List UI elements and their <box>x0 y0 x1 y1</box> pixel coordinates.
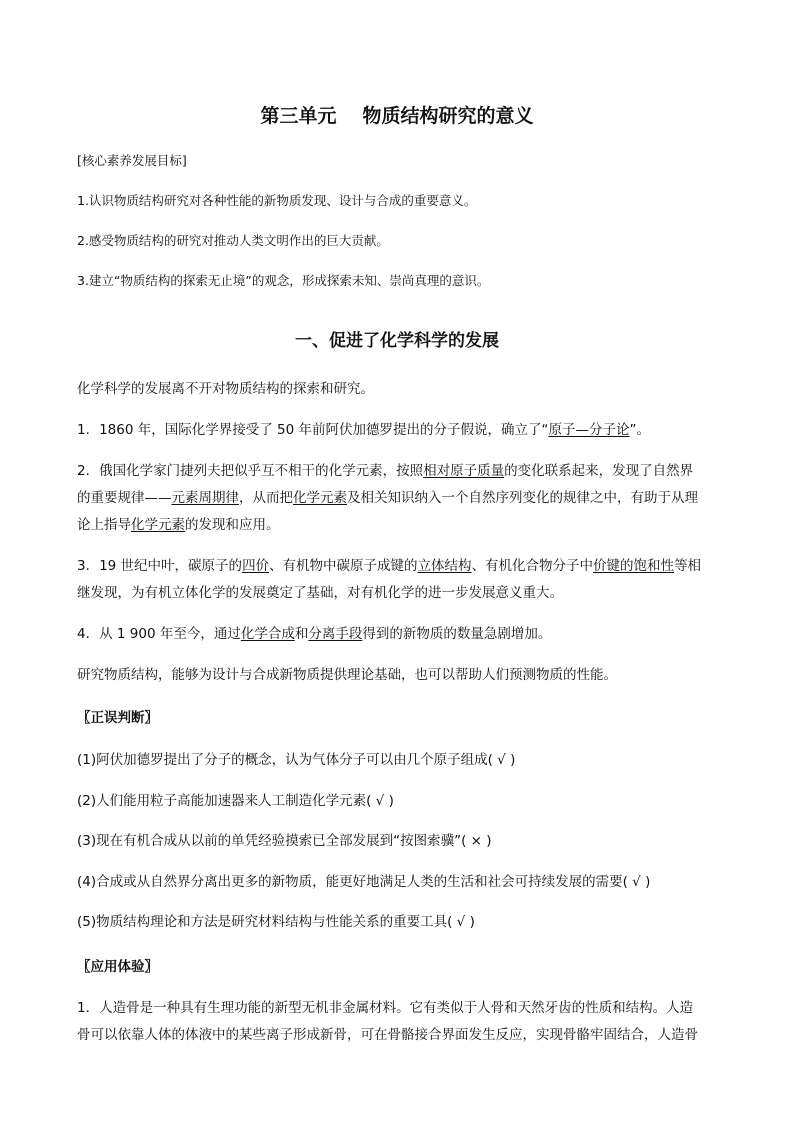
paragraph-3-line-1: 3．19 世纪中叶，碳原子的四价、有机物中碳原子成键的立体结构、有机化合物分子中价键的饱和性等相 <box>77 558 702 574</box>
judge-item-4: (4)合成或从自然界分离出更多的新物质，能更好地满足人类的生活和社会可持续发展的需要( √ ) <box>77 874 651 890</box>
goal-item-3: 3.建立“物质结构的探索无止境”的观念，形成探索未知、崇尚真理的意识。 <box>77 273 490 288</box>
judge-heading: 〖正误判断〗 <box>77 710 158 726</box>
apply-line-2: 骨可以依靠人体的体液中的某些离子形成新骨，可在骨骼接合界面发生反应，实现骨骼牢固结合，人造骨 <box>77 1027 698 1043</box>
page-title <box>0 104 794 128</box>
goals-heading: [核心素养发展目标] <box>77 153 187 168</box>
key-term: 原子—分子论 <box>548 422 630 438</box>
key-term: 化学元素 <box>293 490 347 506</box>
paragraph-1: 1．1860 年，国际化学界接受了 50 年前阿伏加德罗提出的分子假说，确立了“原子—分子论”。 <box>77 422 650 438</box>
goal-item-2: 2.感受物质结构的研究对推动人类文明作出的巨大贡献。 <box>77 233 389 248</box>
paragraph-2-line-1: 2．俄国化学家门捷列夫把似乎互不相干的化学元素，按照相对原子质量的变化联系起来，发现了自然界 <box>77 463 694 479</box>
key-term: 分离手段 <box>308 626 363 642</box>
paragraph-2-line-2: 的重要规律——元素周期律，从而把化学元素及相关知识纳入一个自然序列变化的规律之中，有助于从理 <box>77 490 698 506</box>
key-term: 化学合成 <box>240 626 295 642</box>
judge-item-5: (5)物质结构理论和方法是研究材料结构与性能关系的重要工具( √ ) <box>77 914 475 930</box>
key-term: 化学元素 <box>131 517 185 533</box>
apply-line-1: 1．人造骨是一种具有生理功能的新型无机非金属材料。它有类似于人骨和天然牙齿的性质和结构。人造 <box>77 1000 694 1016</box>
judge-item-2: (2)人们能用粒子高能加速器来人工制造化学元素( √ ) <box>77 793 394 809</box>
goal-item-1: 1.认识物质结构研究对各种性能的新物质发现、设计与合成的重要意义。 <box>77 193 477 208</box>
section-title: 一、促进了化学科学的发展 <box>295 331 499 351</box>
title-unit: 第三单元 <box>260 105 337 127</box>
key-term: 相对原子质量 <box>423 463 505 479</box>
paragraph-3-line-2: 继发现，为有机立体化学的发展奠定了基础，对有机化学的进一步发展意义重大。 <box>77 585 563 601</box>
apply-heading: 〖应用体验〗 <box>77 959 158 975</box>
key-term: 价键的饱和性 <box>593 558 675 574</box>
paragraph-2-line-3: 论上指导化学元素的发现和应用。 <box>77 517 280 533</box>
key-term: 元素周期律 <box>171 490 239 506</box>
judge-item-3: (3)现在有机合成从以前的单凭经验摸索已全部发展到“按图索骥”( × ) <box>77 833 492 849</box>
judge-item-1: (1)阿伏加德罗提出了分子的概念，认为气体分子可以由几个原子组成( √ ) <box>77 752 516 768</box>
key-term: 立体结构 <box>417 558 472 574</box>
key-term: 四价 <box>242 558 270 574</box>
paragraph-4: 4．从 1 900 年至今，通过化学合成和分离手段得到的新物质的数量急剧增加。 <box>77 626 552 642</box>
conclusion: 研究物质结构，能够为设计与合成新物质提供理论基础，也可以帮助人们预测物质的性能。 <box>77 667 617 683</box>
title-topic: 物质结构研究的意义 <box>362 105 534 127</box>
section-intro: 化学科学的发展离不开对物质结构的探索和研究。 <box>77 381 374 397</box>
